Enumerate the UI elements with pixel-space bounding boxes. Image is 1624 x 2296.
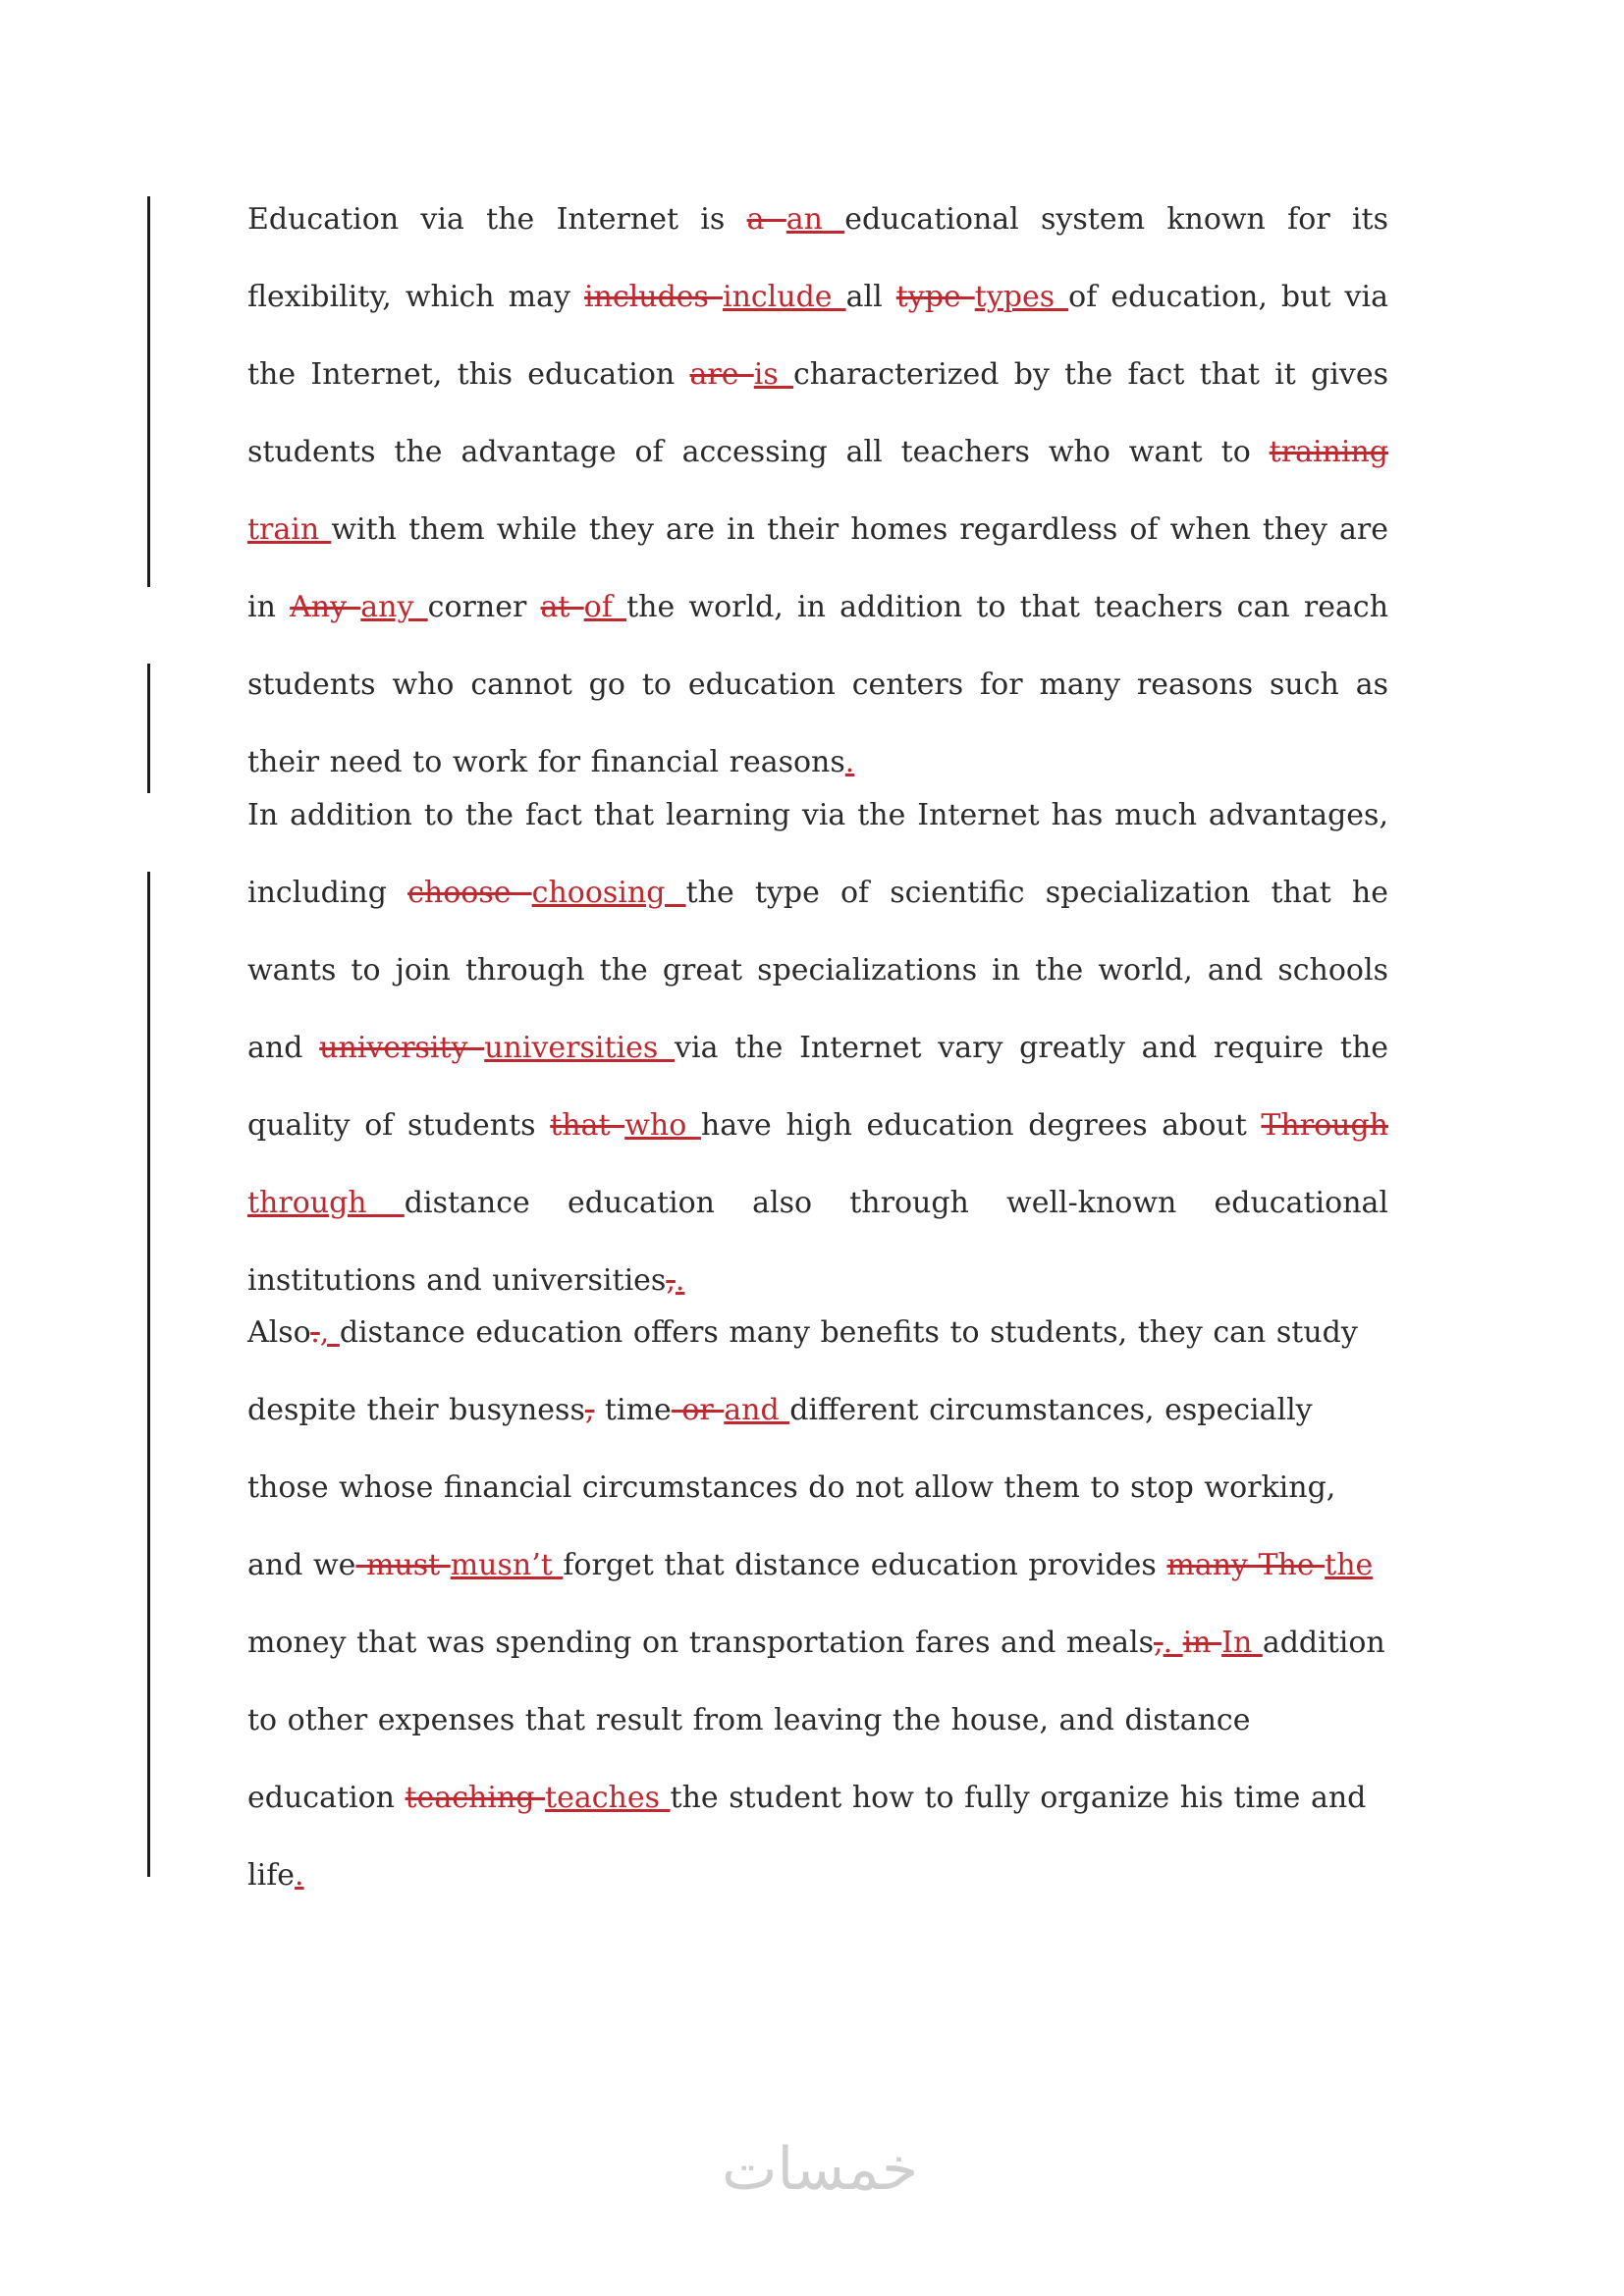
paragraph-1 [247,181,1388,801]
paragraph-3 [247,1294,1388,1914]
inserted-text: In [1221,1626,1263,1660]
inserted-text: . [675,1263,685,1298]
deleted-text: Through [1261,1108,1389,1143]
body-text: corner [427,590,541,624]
deleted-text: includes [583,280,723,314]
body-text: Also [247,1315,311,1350]
body-text: all [845,280,896,314]
body-text: the student how to fully organize his time and life [247,1781,1367,1893]
body-text: distance education also through well-known educational institutions and universities [247,1186,1388,1298]
deleted-text [355,1548,366,1582]
body-text: time [594,1393,672,1427]
deleted-text: training [1269,435,1388,469]
body-text: via the Internet vary greatly and require the quality of students [247,1031,1389,1143]
deleted-text: . [310,1315,320,1350]
paragraph-text [247,776,1388,1319]
inserted-text: universities [484,1031,676,1065]
deleted-text: , [1154,1626,1164,1660]
change-bar [147,872,150,1877]
inserted-text: . [844,745,855,779]
inserted-text: teaches [545,1781,671,1815]
inserted-text: an [785,202,845,237]
inserted-text: through [247,1186,405,1220]
body-text: distance education offers many benefits to students, they can study despite their busyness [247,1315,1358,1427]
body-text: have high education degrees about [700,1108,1262,1143]
inserted-text: who [624,1108,701,1143]
deleted-text: are [689,357,754,392]
body-text: Education via the Internet is [247,202,747,237]
deleted-text: , [584,1393,595,1427]
deleted-text [672,1393,682,1427]
inserted-text: musn’t [450,1548,564,1582]
deleted-text: in [1182,1626,1222,1660]
body-text: educational system known for its flexibility, which may [247,202,1388,314]
inserted-text: , [319,1315,340,1350]
change-bar [147,664,150,793]
deleted-text: many The [1166,1548,1326,1582]
inserted-text: . [1163,1626,1183,1660]
change-bar [147,196,150,587]
paragraph-text [247,1294,1388,1914]
inserted-text: train [247,512,332,547]
deleted-text: a [746,202,786,237]
body-text: different circumstances, especially those whose financial circumstances do not allow them to stop working, and we [247,1393,1336,1582]
body-text: of education, but via the Internet, this education [247,280,1388,392]
inserted-text: types [974,280,1069,314]
inserted-text: of [583,590,627,624]
deleted-text: or [681,1393,725,1427]
deleted-text: that [550,1108,625,1143]
paragraph-text [247,181,1388,801]
deleted-text: , [666,1263,676,1298]
inserted-text: . [295,1858,304,1893]
deleted-text: at [540,590,584,624]
body-text: money that was spending on transportation fares and meals [247,1626,1155,1660]
deleted-text: university [319,1031,485,1065]
inserted-text: the [1325,1548,1374,1582]
deleted-text: must [365,1548,451,1582]
deleted-text: teaching [405,1781,546,1815]
watermark-logo: خمسات [722,2135,919,2204]
inserted-text: and [724,1393,790,1427]
deleted-text: Any [290,590,361,624]
body-text: the world, in addition to that teachers can reach students who cannot go to education centers for many reasons such as their need to work for financial reasons [247,590,1389,779]
deleted-text: type [895,280,975,314]
body-text: addition to other expenses that result from leaving the house, and distance education [247,1626,1385,1815]
body-text: forget that distance education provides [563,1548,1167,1582]
body-text: characterized by the fact that it gives students the advantage of accessing all teachers who want to [247,357,1388,469]
paragraph-2 [247,776,1388,1319]
body-text: with them while they are in their homes regardless of when they are in [247,512,1389,624]
inserted-text: include [722,280,846,314]
body-text: the type of scientific specialization that he wants to join through the great specializations in the world, and schools and [247,876,1388,1065]
inserted-text: any [360,590,428,624]
body-text: In addition to the fact that learning via the Internet has much advantages, including [247,798,1388,910]
inserted-text: is [753,357,793,392]
deleted-text: choose [407,876,532,910]
inserted-text: choosing [531,876,686,910]
